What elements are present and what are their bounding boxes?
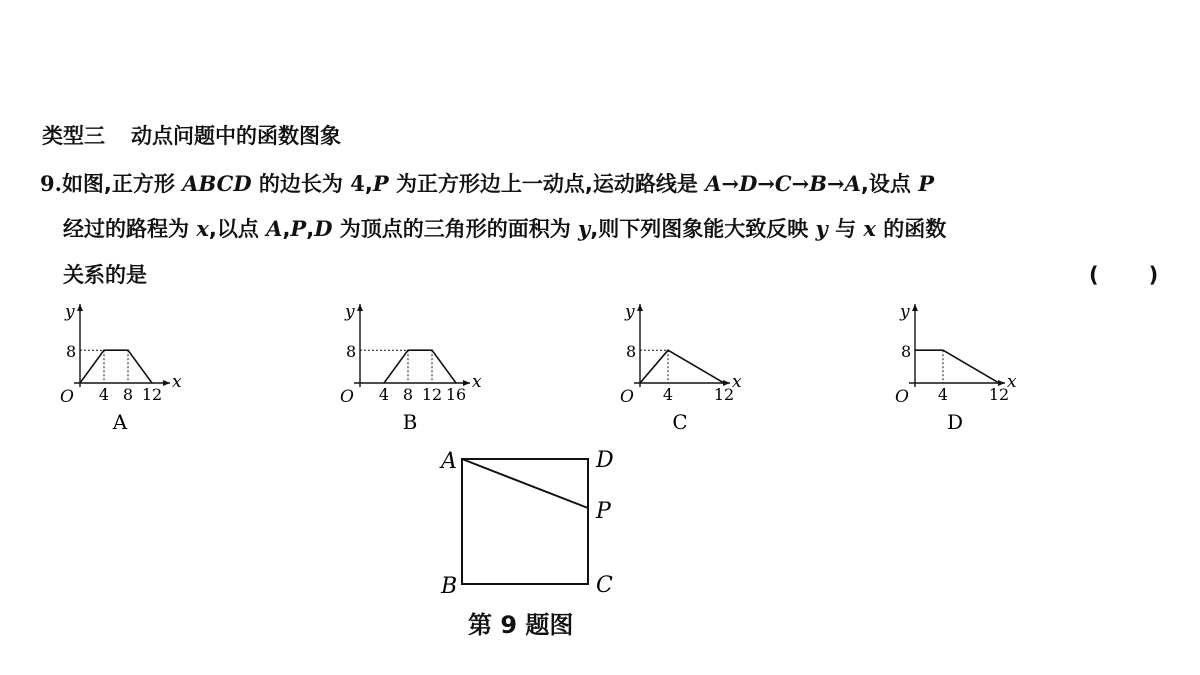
x-axis-label: x [172,372,182,392]
x-tick-label: 4 [378,385,390,404]
x-tick-label: 4 [98,385,110,404]
y-axis-arrow [77,304,83,311]
origin-label: O [620,387,634,407]
question-line-2 [63,215,946,243]
option-letter: C [672,410,688,434]
square-figure [430,440,630,610]
bracket-close: ) [1148,263,1159,287]
square-abcd [462,459,588,584]
y-axis-label: y [345,302,355,322]
y-axis-label: y [625,302,635,322]
y-tick-label: 8 [901,342,912,362]
vertex-d-label: D [596,448,614,473]
origin-label: O [60,387,74,407]
section-heading [42,122,341,150]
y-tick-label: 8 [346,342,357,362]
section-type: 类型三 [42,124,105,148]
q-text: 的边长为 [258,172,343,196]
q-text: ,以点 [208,217,259,241]
q-math: y [815,216,828,241]
x-tick-label: 12 [421,385,443,404]
option-letter: D [946,410,964,434]
x-axis-arrow [163,380,170,386]
q-math: A [266,216,283,241]
x-axis-label: x [472,372,482,392]
y-tick-label: 8 [626,342,637,362]
y-axis-arrow [637,304,643,311]
q-math: P [918,171,934,196]
vertex-c-label: C [596,573,613,598]
x-tick-label: 4 [937,385,949,404]
question-line-3: 关系的是 [63,263,147,287]
q-math: P [372,171,389,196]
y-axis-arrow [912,304,918,311]
y-axis-label: y [65,302,75,322]
option-graph-a[interactable] [50,296,190,436]
x-tick-label: 12 [141,385,163,404]
section-title: 动点问题中的函数图象 [131,124,341,148]
q-text: , [306,217,315,241]
q-math: 4 [350,171,365,196]
y-axis-arrow [357,304,363,311]
q-text: ,设点 [860,172,911,196]
q-math: P [290,216,307,241]
question-number: 9. [40,171,62,196]
series-line [80,350,152,383]
vertex-b-label: B [441,574,458,599]
vertex-a-label: A [441,449,457,474]
figure-caption: 第 9 题图 [468,611,574,639]
x-tick-label: 8 [402,385,414,404]
x-tick-label: 16 [445,385,467,404]
y-axis-label: y [900,302,910,322]
q-text: 如图,正方形 [61,172,175,196]
q-text: 的函数 [883,217,947,241]
q-math: D [314,216,333,241]
answer-bracket[interactable] [1089,261,1158,289]
x-tick-label: 12 [988,385,1010,404]
y-tick-label: 8 [66,342,77,362]
q-math: ABCD [182,171,252,196]
x-axis-label: x [1007,372,1017,392]
series-line [640,350,724,383]
x-tick-label: 12 [713,385,735,404]
q-text: 与 [835,217,857,241]
q-text: ,则下列图象能大致反映 [590,217,809,241]
question-line-1 [40,170,934,198]
origin-label: O [895,387,909,407]
q-math: x [196,216,209,241]
option-graph-c[interactable] [610,296,740,436]
bracket-open: ( [1089,263,1099,287]
option-letter: A [112,410,128,434]
series-line [915,350,999,383]
option-letter: B [402,410,418,434]
q-route: A→D→C→B→A [705,171,861,196]
x-tick-label: 8 [122,385,134,404]
x-tick-label: 4 [662,385,674,404]
point-p-label: P [596,499,611,524]
option-graph-b[interactable] [330,296,490,436]
q-text: , [364,172,373,196]
option-graph-d[interactable] [885,296,1015,436]
q-math: x [863,216,876,241]
q-text: , [282,217,291,241]
q-text: 经过的路程为 [63,217,189,241]
origin-label: O [340,387,354,407]
series-line [384,350,456,383]
x-axis-label: x [732,372,742,392]
segment-ap [462,459,588,508]
q-text: 为顶点的三角形的面积为 [339,217,571,241]
q-text: 为正方形边上一动点,运动路线是 [395,172,698,196]
q-math: y [578,216,591,241]
